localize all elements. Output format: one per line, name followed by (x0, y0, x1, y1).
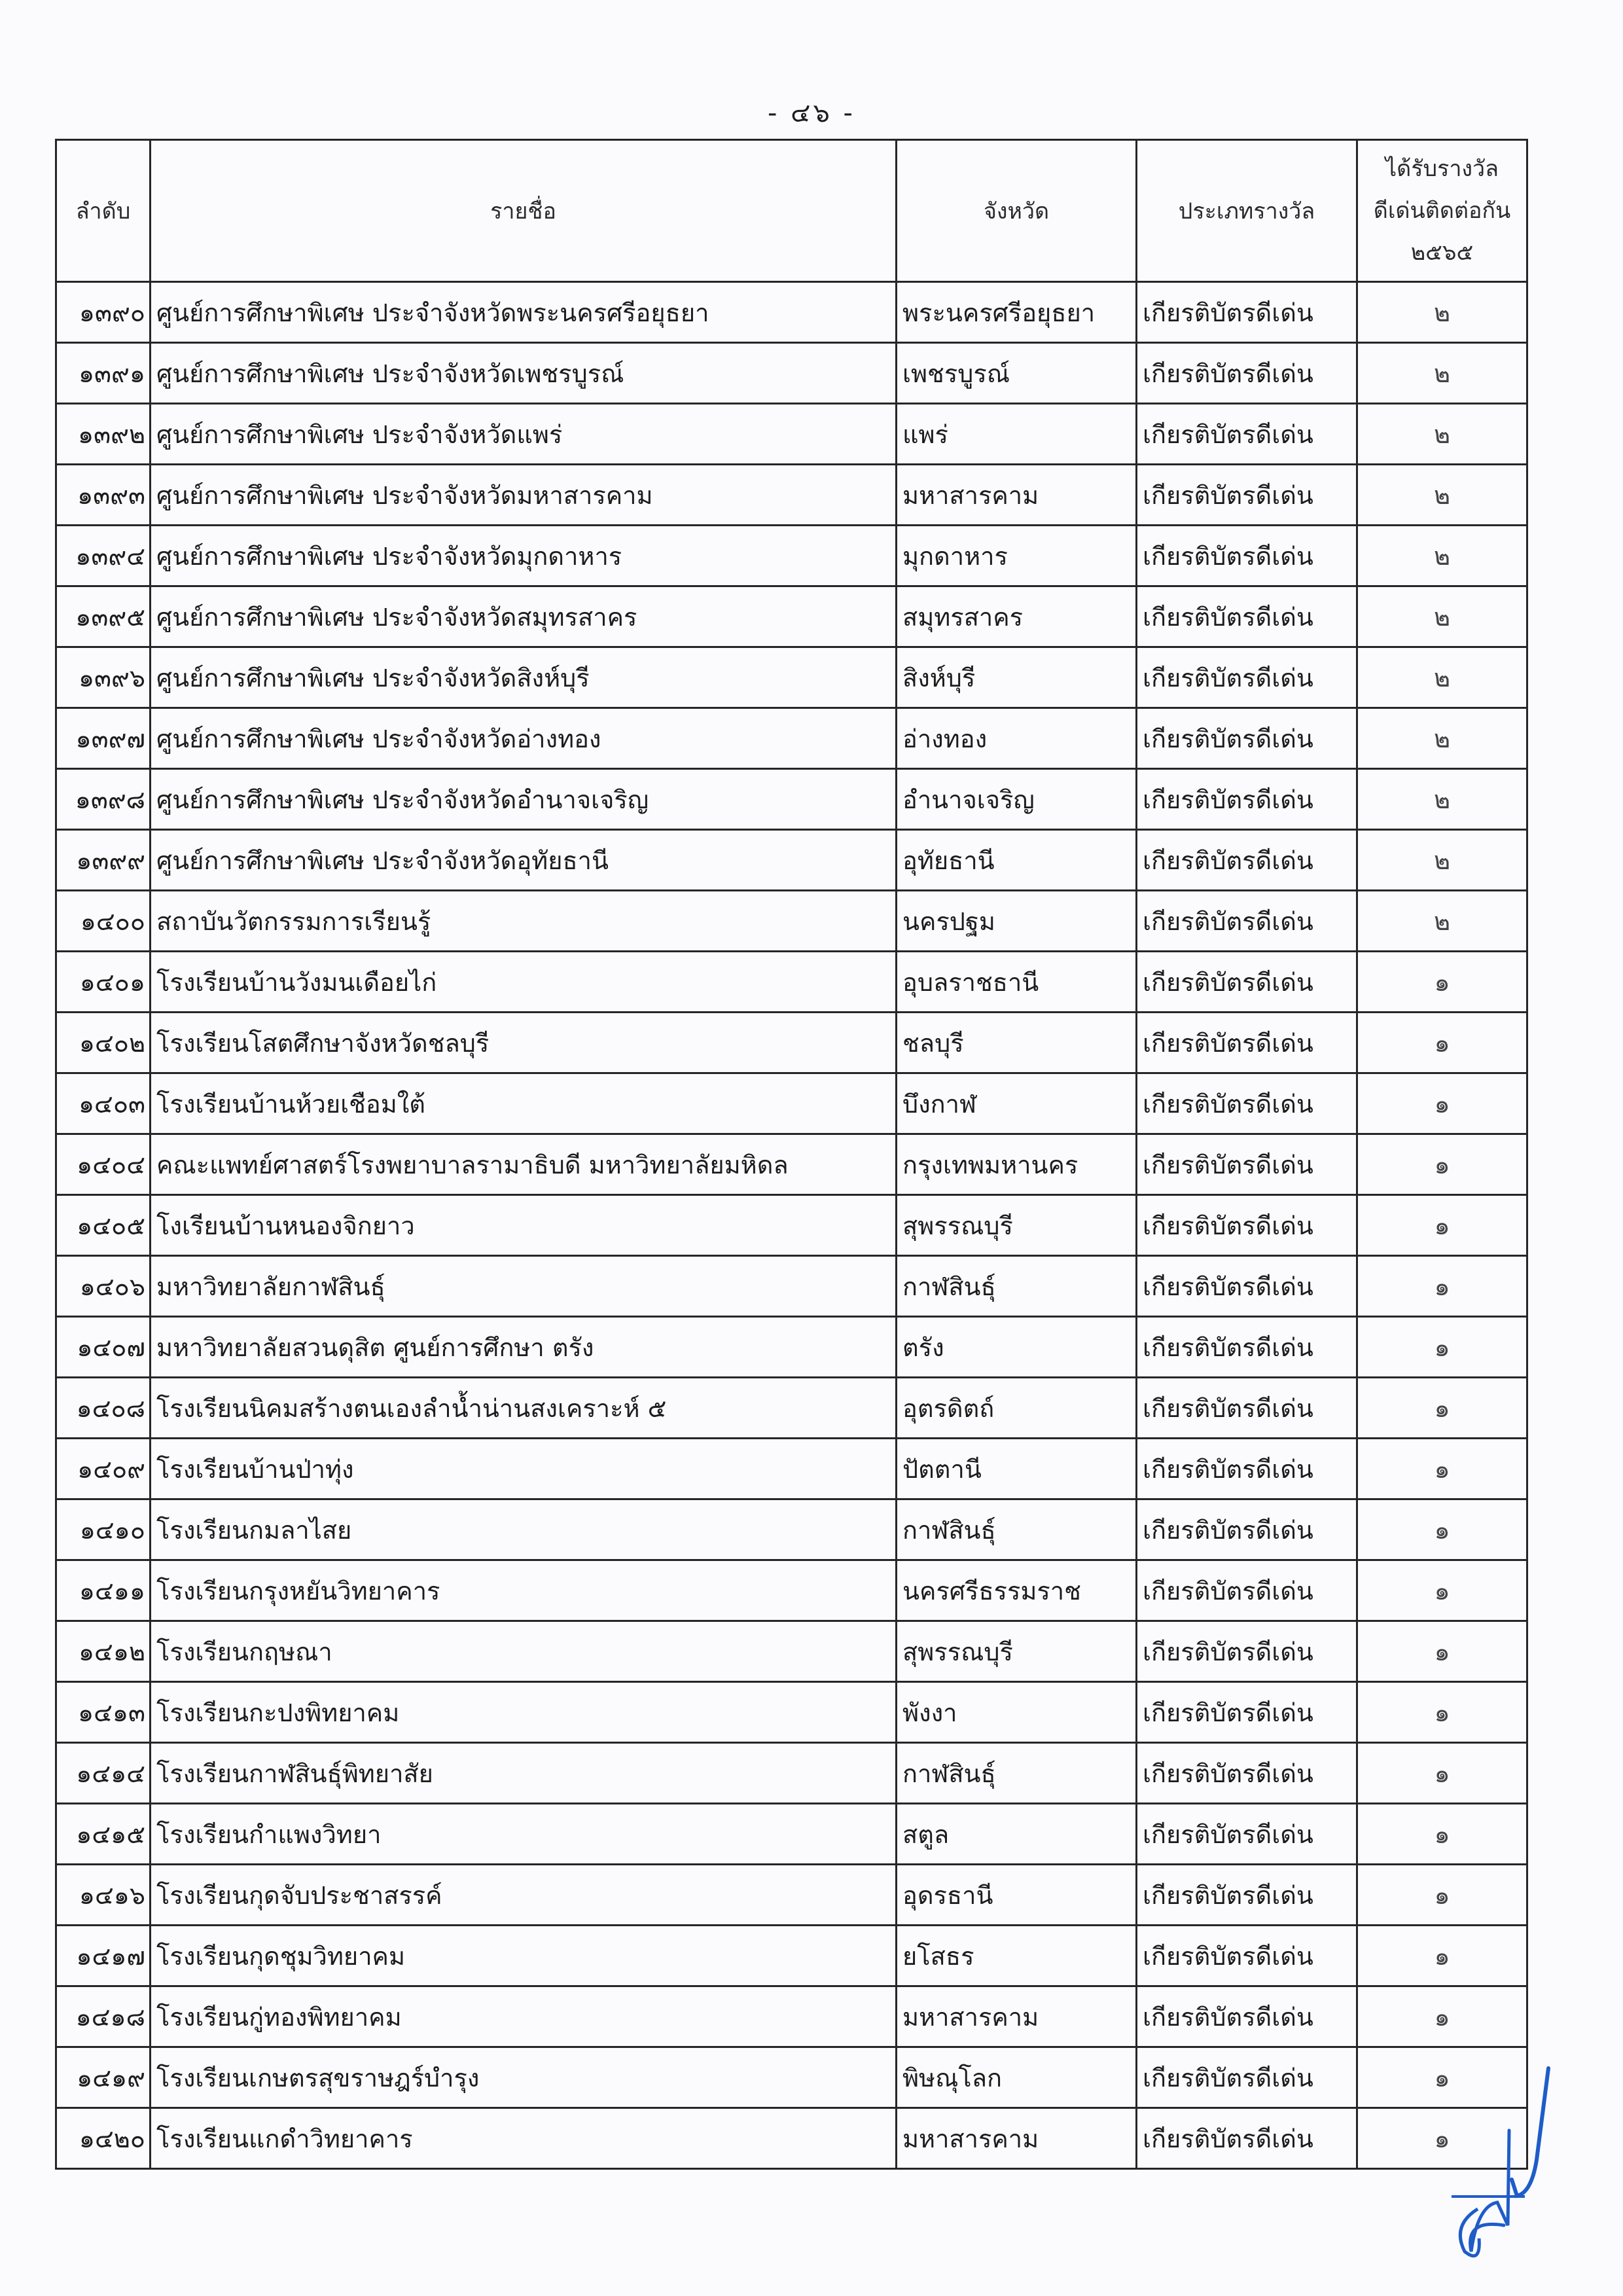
row-name: โรงเรียนกมลาไสย (151, 1499, 897, 1560)
table-row (56, 465, 1527, 526)
row-number: ๑๓๙๑ (56, 343, 151, 404)
row-consecutive-count: ๑ (1357, 952, 1527, 1013)
header-count-line-2: ดีเด่นติดต่อกัน (1373, 198, 1511, 224)
table-row (56, 1439, 1527, 1499)
row-award-type: เกียรติบัตรดีเด่น (1137, 1926, 1357, 1986)
row-number: ๑๔๑๓ (56, 1682, 151, 1743)
header-count-line-1: ได้รับรางวัล (1385, 156, 1499, 182)
header-province: จังหวัด (897, 140, 1137, 282)
row-award-type: เกียรติบัตรดีเด่น (1137, 1986, 1357, 2047)
row-consecutive-count: ๒ (1357, 404, 1527, 465)
row-number: ๑๔๑๐ (56, 1499, 151, 1560)
row-consecutive-count: ๒ (1357, 343, 1527, 404)
table-row (56, 708, 1527, 769)
row-number: ๑๔๐๔ (56, 1134, 151, 1195)
table-row (56, 952, 1527, 1013)
table-row (56, 404, 1527, 465)
row-award-type: เกียรติบัตรดีเด่น (1137, 1439, 1357, 1499)
row-consecutive-count: ๑ (1357, 1804, 1527, 1865)
table-row (56, 2108, 1527, 2169)
row-province: มหาสารคาม (897, 1986, 1137, 2047)
row-name: ศูนย์การศึกษาพิเศษ ประจำจังหวัดสมุทรสาคร (151, 586, 897, 647)
table-row (56, 1804, 1527, 1865)
row-award-type: เกียรติบัตรดีเด่น (1137, 2047, 1357, 2108)
row-province: อุดรธานี (897, 1865, 1137, 1926)
row-province: แพร่ (897, 404, 1137, 465)
row-consecutive-count: ๒ (1357, 647, 1527, 708)
row-award-type: เกียรติบัตรดีเด่น (1137, 1317, 1357, 1378)
table-row (56, 891, 1527, 952)
row-award-type: เกียรติบัตรดีเด่น (1137, 586, 1357, 647)
row-name: โรงเรียนกรุงหยันวิทยาคาร (151, 1560, 897, 1621)
row-consecutive-count: ๒ (1357, 769, 1527, 830)
table-row (56, 1499, 1527, 1560)
row-number: ๑๓๙๓ (56, 465, 151, 526)
row-number: ๑๔๑๘ (56, 1986, 151, 2047)
table-row (56, 1743, 1527, 1804)
row-number: ๑๔๑๒ (56, 1621, 151, 1682)
table-row (56, 1073, 1527, 1134)
row-number: ๑๓๙๕ (56, 586, 151, 647)
row-award-type: เกียรติบัตรดีเด่น (1137, 1073, 1357, 1134)
row-province: ชลบุรี (897, 1013, 1137, 1073)
table-header-row (56, 140, 1527, 282)
row-province: กรุงเทพมหานคร (897, 1134, 1137, 1195)
row-award-type: เกียรติบัตรดีเด่น (1137, 1682, 1357, 1743)
table-row (56, 830, 1527, 891)
row-consecutive-count: ๑ (1357, 2047, 1527, 2108)
row-name: ศูนย์การศึกษาพิเศษ ประจำจังหวัดอุทัยธานี (151, 830, 897, 891)
row-award-type: เกียรติบัตรดีเด่น (1137, 647, 1357, 708)
row-province: มหาสารคาม (897, 2108, 1137, 2169)
row-name: ศูนย์การศึกษาพิเศษ ประจำจังหวัดพระนครศรีอยุธยา (151, 282, 897, 343)
row-number: ๑๓๙๔ (56, 526, 151, 586)
row-consecutive-count: ๑ (1357, 1865, 1527, 1926)
row-consecutive-count: ๒ (1357, 586, 1527, 647)
row-province: เพชรบูรณ์ (897, 343, 1137, 404)
row-name: มหาวิทยาลัยสวนดุสิต ศูนย์การศึกษา ตรัง (151, 1317, 897, 1378)
row-award-type: เกียรติบัตรดีเด่น (1137, 465, 1357, 526)
row-name: ศูนย์การศึกษาพิเศษ ประจำจังหวัดมหาสารคาม (151, 465, 897, 526)
row-consecutive-count: ๑ (1357, 2108, 1527, 2169)
row-name: โรงเรียนกู่ทองพิทยาคม (151, 1986, 897, 2047)
row-award-type: เกียรติบัตรดีเด่น (1137, 1499, 1357, 1560)
row-consecutive-count: ๑ (1357, 1256, 1527, 1317)
row-name: ศูนย์การศึกษาพิเศษ ประจำจังหวัดมุกดาหาร (151, 526, 897, 586)
row-number: ๑๔๐๑ (56, 952, 151, 1013)
row-award-type: เกียรติบัตรดีเด่น (1137, 282, 1357, 343)
row-consecutive-count: ๑ (1357, 1378, 1527, 1439)
row-number: ๑๔๐๐ (56, 891, 151, 952)
row-award-type: เกียรติบัตรดีเด่น (1137, 891, 1357, 952)
row-award-type: เกียรติบัตรดีเด่น (1137, 1134, 1357, 1195)
row-award-type: เกียรติบัตรดีเด่น (1137, 769, 1357, 830)
row-number: ๑๓๙๙ (56, 830, 151, 891)
table-row (56, 1560, 1527, 1621)
row-number: ๑๔๑๗ (56, 1926, 151, 1986)
table-row (56, 769, 1527, 830)
row-consecutive-count: ๑ (1357, 1317, 1527, 1378)
table-row (56, 526, 1527, 586)
row-province: กาฬสินธุ์ (897, 1499, 1137, 1560)
row-province: มหาสารคาม (897, 465, 1137, 526)
row-name: ศูนย์การศึกษาพิเศษ ประจำจังหวัดสิงห์บุรี (151, 647, 897, 708)
row-province: สุพรรณบุรี (897, 1195, 1137, 1256)
row-award-type: เกียรติบัตรดีเด่น (1137, 1560, 1357, 1621)
row-name: คณะแพทย์ศาสตร์โรงพยาบาลรามาธิบดี มหาวิทยาลัยมหิดล (151, 1134, 897, 1195)
row-consecutive-count: ๒ (1357, 708, 1527, 769)
row-consecutive-count: ๒ (1357, 891, 1527, 952)
row-number: ๑๔๐๓ (56, 1073, 151, 1134)
row-province: อำนาจเจริญ (897, 769, 1137, 830)
row-consecutive-count: ๑ (1357, 1439, 1527, 1499)
row-name: ศูนย์การศึกษาพิเศษ ประจำจังหวัดเพชรบูรณ์ (151, 343, 897, 404)
table-row (56, 1926, 1527, 1986)
row-name: ศูนย์การศึกษาพิเศษ ประจำจังหวัดอ่างทอง (151, 708, 897, 769)
row-number: ๑๓๙๖ (56, 647, 151, 708)
row-number: ๑๔๑๙ (56, 2047, 151, 2108)
row-number: ๑๓๙๗ (56, 708, 151, 769)
row-award-type: เกียรติบัตรดีเด่น (1137, 1743, 1357, 1804)
table-row (56, 1256, 1527, 1317)
row-number: ๑๓๙๐ (56, 282, 151, 343)
row-province: บึงกาฬ (897, 1073, 1137, 1134)
table-row (56, 1317, 1527, 1378)
row-province: กาฬสินธุ์ (897, 1256, 1137, 1317)
header-name: รายชื่อ (151, 140, 897, 282)
row-consecutive-count: ๑ (1357, 1621, 1527, 1682)
table-row (56, 282, 1527, 343)
row-name: มหาวิทยาลัยกาฬสินธุ์ (151, 1256, 897, 1317)
row-name: โรงเรียนกาฬสินธุ์พิทยาสัย (151, 1743, 897, 1804)
row-name: โรงเรียนนิคมสร้างตนเองลำน้ำน่านสงเคราะห์ ๕ (151, 1378, 897, 1439)
table-row (56, 1195, 1527, 1256)
awards-table (55, 139, 1528, 2170)
table-row (56, 1378, 1527, 1439)
table-row (56, 1865, 1527, 1926)
table-row (56, 1682, 1527, 1743)
row-name: โรงเรียนกุดจับประชาสรรค์ (151, 1865, 897, 1926)
row-province: พระนครศรีอยุธยา (897, 282, 1137, 343)
row-number: ๑๓๙๘ (56, 769, 151, 830)
row-province: สมุทรสาคร (897, 586, 1137, 647)
row-province: อุตรดิตถ์ (897, 1378, 1137, 1439)
row-consecutive-count: ๑ (1357, 1560, 1527, 1621)
row-province: กาฬสินธุ์ (897, 1743, 1137, 1804)
row-name: ศูนย์การศึกษาพิเศษ ประจำจังหวัดอำนาจเจริญ (151, 769, 897, 830)
row-consecutive-count: ๑ (1357, 1926, 1527, 1986)
row-award-type: เกียรติบัตรดีเด่น (1137, 952, 1357, 1013)
row-award-type: เกียรติบัตรดีเด่น (1137, 1378, 1357, 1439)
header-count-line-3: ๒๕๖๕ (1410, 240, 1474, 266)
handwritten-signature (1452, 2055, 1563, 2258)
table-row (56, 1013, 1527, 1073)
table-row (56, 1986, 1527, 2047)
table-row (56, 1621, 1527, 1682)
row-consecutive-count: ๒ (1357, 465, 1527, 526)
row-award-type: เกียรติบัตรดีเด่น (1137, 708, 1357, 769)
row-number: ๑๔๒๐ (56, 2108, 151, 2169)
row-number: ๑๔๐๖ (56, 1256, 151, 1317)
row-award-type: เกียรติบัตรดีเด่น (1137, 1621, 1357, 1682)
row-consecutive-count: ๑ (1357, 1499, 1527, 1560)
row-name: โรงเรียนโสตศึกษาจังหวัดชลบุรี (151, 1013, 897, 1073)
row-award-type: เกียรติบัตรดีเด่น (1137, 2108, 1357, 2169)
row-number: ๑๔๐๙ (56, 1439, 151, 1499)
row-province: อุทัยธานี (897, 830, 1137, 891)
row-consecutive-count: ๑ (1357, 1195, 1527, 1256)
row-province: ตรัง (897, 1317, 1137, 1378)
table-row (56, 2047, 1527, 2108)
row-province: พิษณุโลก (897, 2047, 1137, 2108)
row-province: อ่างทอง (897, 708, 1137, 769)
row-name: โรงเรียนกำแพงวิทยา (151, 1804, 897, 1865)
row-consecutive-count: ๑ (1357, 1013, 1527, 1073)
row-number: ๑๔๐๒ (56, 1013, 151, 1073)
row-consecutive-count: ๑ (1357, 1073, 1527, 1134)
row-name: โรงเรียนบ้านห้วยเชือมใต้ (151, 1073, 897, 1134)
row-award-type: เกียรติบัตรดีเด่น (1137, 830, 1357, 891)
table-row (56, 343, 1527, 404)
header-no: ลำดับ (56, 140, 151, 282)
row-consecutive-count: ๑ (1357, 1682, 1527, 1743)
table-row (56, 586, 1527, 647)
row-award-type: เกียรติบัตรดีเด่น (1137, 1256, 1357, 1317)
header-consecutive-count (1357, 140, 1527, 282)
row-number: ๑๔๑๑ (56, 1560, 151, 1621)
row-name: โรงเรียนบ้านวังมนเดือยไก่ (151, 952, 897, 1013)
row-number: ๑๓๙๒ (56, 404, 151, 465)
row-name: โงเรียนบ้านหนองจิกยาว (151, 1195, 897, 1256)
row-consecutive-count: ๑ (1357, 1986, 1527, 2047)
row-consecutive-count: ๑ (1357, 1134, 1527, 1195)
row-province: พังงา (897, 1682, 1137, 1743)
row-award-type: เกียรติบัตรดีเด่น (1137, 1865, 1357, 1926)
table-row (56, 1134, 1527, 1195)
header-award-type: ประเภทรางวัล (1137, 140, 1357, 282)
row-name: ศูนย์การศึกษาพิเศษ ประจำจังหวัดแพร่ (151, 404, 897, 465)
row-award-type: เกียรติบัตรดีเด่น (1137, 1804, 1357, 1865)
row-name: สถาบันวัตกรรมการเรียนรู้ (151, 891, 897, 952)
table-row (56, 647, 1527, 708)
row-consecutive-count: ๑ (1357, 1743, 1527, 1804)
row-province: สตูล (897, 1804, 1137, 1865)
row-name: โรงเรียนกะปงพิทยาคม (151, 1682, 897, 1743)
row-number: ๑๔๐๘ (56, 1378, 151, 1439)
row-award-type: เกียรติบัตรดีเด่น (1137, 343, 1357, 404)
row-province: นครปฐม (897, 891, 1137, 952)
row-name: โรงเรียนกุดชุมวิทยาคม (151, 1926, 897, 1986)
row-award-type: เกียรติบัตรดีเด่น (1137, 526, 1357, 586)
row-name: โรงเรียนแกดำวิทยาคาร (151, 2108, 897, 2169)
row-number: ๑๔๑๔ (56, 1743, 151, 1804)
row-province: ปัตตานี (897, 1439, 1137, 1499)
row-name: โรงเรียนเกษตรสุขราษฎร์บำรุง (151, 2047, 897, 2108)
row-consecutive-count: ๒ (1357, 526, 1527, 586)
row-number: ๑๔๑๕ (56, 1804, 151, 1865)
row-number: ๑๔๐๕ (56, 1195, 151, 1256)
row-province: สิงห์บุรี (897, 647, 1137, 708)
row-number: ๑๔๑๖ (56, 1865, 151, 1926)
row-name: โรงเรียนกฤษณา (151, 1621, 897, 1682)
row-consecutive-count: ๒ (1357, 830, 1527, 891)
row-province: ยโสธร (897, 1926, 1137, 1986)
row-province: นครศรีธรรมราช (897, 1560, 1137, 1621)
row-award-type: เกียรติบัตรดีเด่น (1137, 1013, 1357, 1073)
row-province: มุกดาหาร (897, 526, 1137, 586)
row-name: โรงเรียนบ้านป่าทุ่ง (151, 1439, 897, 1499)
row-province: สุพรรณบุรี (897, 1621, 1137, 1682)
row-number: ๑๔๐๗ (56, 1317, 151, 1378)
row-award-type: เกียรติบัตรดีเด่น (1137, 1195, 1357, 1256)
row-consecutive-count: ๒ (1357, 282, 1527, 343)
row-province: อุบลราชธานี (897, 952, 1137, 1013)
page-number: - ๔๖ - (768, 98, 855, 128)
row-award-type: เกียรติบัตรดีเด่น (1137, 404, 1357, 465)
